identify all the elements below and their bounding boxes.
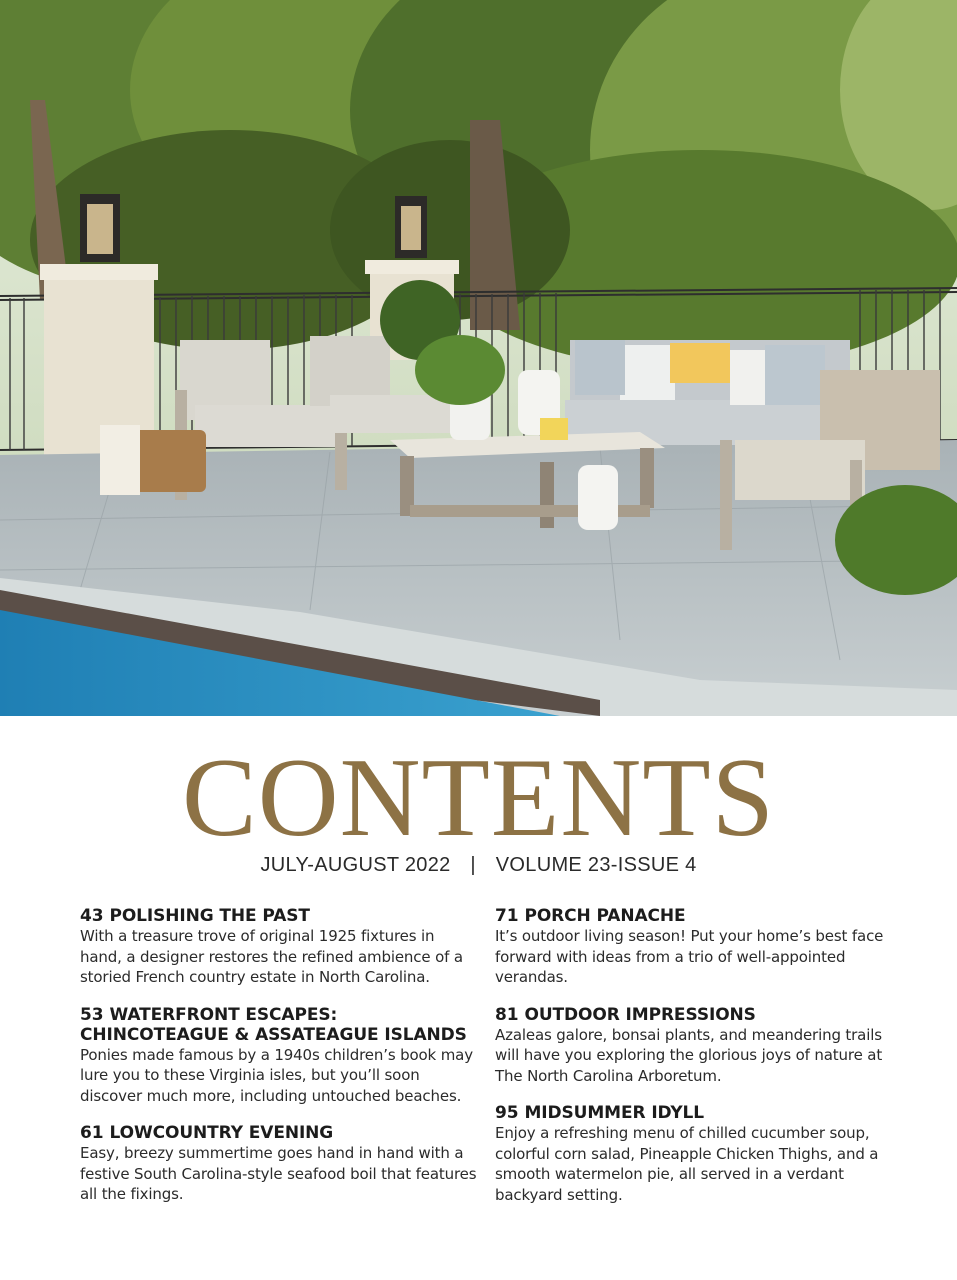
contents-entry[interactable] — [495, 1103, 895, 1205]
entry-page-number: 81 — [495, 1004, 519, 1025]
entry-page-number: 53 — [80, 1004, 104, 1025]
entry-description: Easy, breezy summertime goes hand in hand with a festive South Carolina-style seafood boil that features all the fixings. — [80, 1144, 477, 1203]
contents-entry[interactable] — [80, 906, 480, 988]
entry-heading[interactable] — [80, 906, 480, 926]
issue-date: JULY-AUGUST 2022 — [260, 854, 451, 876]
entry-heading[interactable] — [495, 1103, 895, 1123]
entry-description: Azaleas galore, bonsai plants, and meandering trails will have you exploring the glorious joys of nature at The North Carolina Arboretum. — [495, 1025, 883, 1085]
entry-heading[interactable] — [80, 1005, 480, 1045]
contents-entry[interactable] — [80, 1005, 480, 1107]
entry-heading[interactable] — [495, 906, 895, 926]
issue-volume: VOLUME 23-ISSUE 4 — [495, 854, 697, 876]
sofa — [565, 340, 850, 445]
entry-page-number: 61 — [80, 1123, 104, 1143]
entry-description: With a treasure trove of original 1925 fixtures in hand, a designer restores the refined ambience of a storied French country estate in North Carolina. — [80, 927, 463, 986]
entry-description: Ponies made famous by a 1940s children’s book may lure you to these Virginia isles, but you’ll soon discover much more, including untouched beaches. — [80, 1045, 473, 1105]
entry-title: POLISHING THE PAST — [109, 906, 310, 926]
contents-entry[interactable] — [80, 1123, 480, 1205]
entry-title: PORCH PANACHE — [524, 906, 686, 926]
entry-page-number: 95 — [495, 1103, 519, 1123]
contents-column-right — [495, 906, 895, 1222]
entry-heading[interactable] — [80, 1123, 480, 1143]
entry-description: Enjoy a refreshing menu of chilled cucumber soup, colorful corn salad, Pineapple Chicken Thighs, and a smooth watermelon pie, all served in a verdant backyard setting. — [495, 1124, 879, 1204]
entry-title: LOWCOUNTRY EVENING — [109, 1123, 334, 1143]
entry-page-number: 71 — [495, 906, 519, 926]
entry-page-number: 43 — [80, 906, 104, 926]
entry-title: MIDSUMMER IDYLL — [524, 1103, 705, 1123]
entry-heading[interactable] — [495, 1005, 895, 1025]
issue-separator: | — [470, 854, 476, 876]
entry-title: WATERFRONT ESCAPES: CHINCOTEAGUE & ASSATEAGUE ISLANDS — [80, 1004, 467, 1045]
contents-entry[interactable] — [495, 906, 895, 988]
issue-line — [0, 852, 957, 878]
contents-column-left — [80, 906, 480, 1222]
page-title: CONTENTS — [182, 736, 775, 860]
contents-entry[interactable] — [495, 1005, 895, 1087]
entry-title: OUTDOOR IMPRESSIONS — [524, 1004, 756, 1025]
entry-description: It’s outdoor living season! Put your home’s best face forward with ideas from a trio of well-appointed verandas. — [495, 927, 884, 986]
